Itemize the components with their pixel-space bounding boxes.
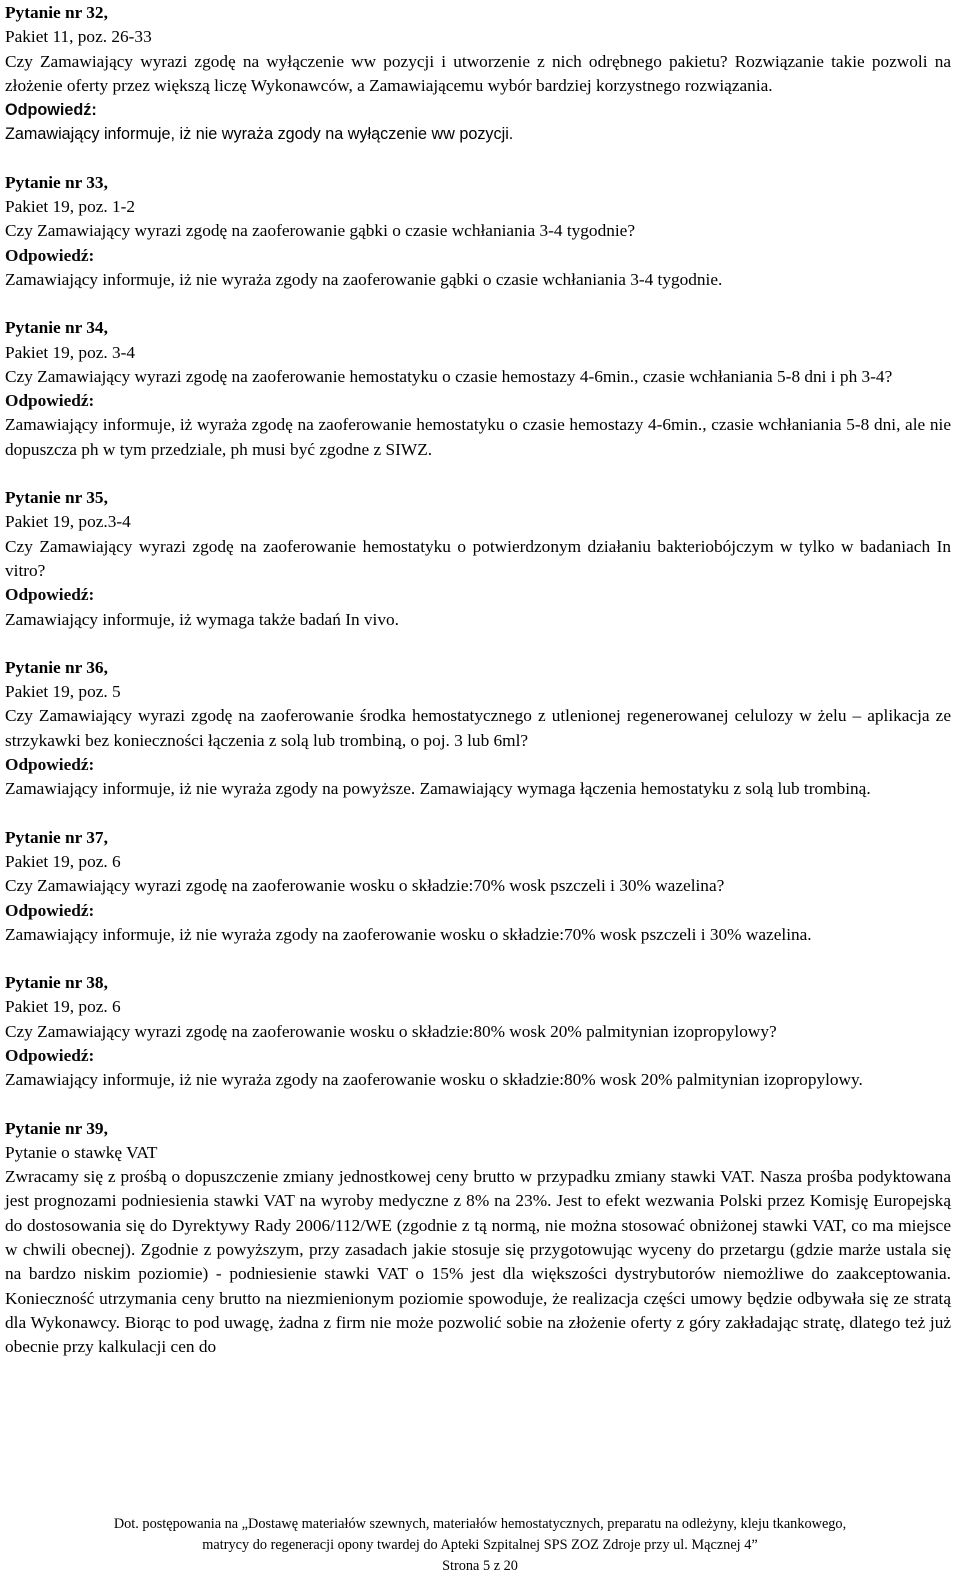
question-title: Pytanie nr 37, [5,827,108,847]
question-reference: Pakiet 19, poz. 3-4 [5,342,136,362]
answer-text: Zamawiający informuje, iż wyraża zgodę na zaoferowanie hemostatyku o czasie hemostazy 4-6min., czasie wchłaniania 5-8 dni, ale nie dopuszcza ph w tym przedziale, ph musi być zgodne z SIWZ. [5,415,951,459]
question-35 [5,486,951,632]
answer-text: Zamawiający informuje, iż nie wyraża zgody na zaoferowanie gąbki o czasie wchłaniania 3-4 tygodnie. [5,269,723,289]
answer-text: Zamawiający informuje, iż nie wyraża zgody na zaoferowanie wosku o składzie:80% wosk 20% palmitynian izopropylowy. [5,1070,863,1090]
question-title: Pytanie nr 32, [5,3,108,22]
page-footer [0,1514,960,1577]
answer-text: Zamawiający informuje, iż nie wyraża zgody na wyłączenie ww pozycji. [5,125,514,144]
question-37 [5,826,951,947]
question-reference: Pakiet 19, poz. 1-2 [5,197,136,217]
answer-label: Odpowiedź: [5,755,95,775]
question-title: Pytanie nr 35, [5,488,108,508]
question-subtitle: Pytanie o stawkę VAT [5,1142,158,1162]
question-text: Czy Zamawiający wyrazi zgodę na wyłączenie ww pozycji i utworzenie z nich odrębnego pakietu? Rozwiązanie takie pozwoli na złożenie oferty przez większą liczę Wykonawców, a Zamawiającemu wybór bardziej korzystnego rozwiązania. [5,51,951,95]
question-reference: Pakiet 11, poz. 26-33 [5,27,152,47]
question-text: Czy Zamawiający wyrazi zgodę na zaoferowanie wosku o składzie:70% wosk pszczeli i 30% wazelina? [5,876,725,896]
answer-label: Odpowiedź: [5,585,95,605]
question-34 [5,316,951,462]
question-39 [5,1117,951,1360]
document-body [5,1,951,1384]
question-title: Pytanie nr 38, [5,973,108,993]
question-32 [5,1,951,147]
question-text: Czy Zamawiający wyrazi zgodę na zaoferowanie gąbki o czasie wchłaniania 3-4 tygodnie? [5,221,635,241]
question-title: Pytanie nr 39, [5,1118,108,1138]
page-number: Strona 5 z 20 [442,1558,518,1574]
question-title: Pytanie nr 36, [5,657,108,677]
question-reference: Pakiet 19, poz. 6 [5,851,121,871]
answer-label: Odpowiedź: [5,245,95,265]
question-text: Czy Zamawiający wyrazi zgodę na zaoferowanie wosku o składzie:80% wosk 20% palmitynian izopropylowy? [5,1021,777,1041]
footer-line-2: matrycy do regeneracji opony twardej do Apteki Szpitalnej SPS ZOZ Zdroje przy ul. Mącznej 4” [202,1537,758,1553]
answer-label: Odpowiedź: [5,101,97,120]
answer-label: Odpowiedź: [5,391,95,411]
question-38 [5,971,951,1092]
question-text: Czy Zamawiający wyrazi zgodę na zaoferowanie środka hemostatycznego z utlenionej regenerowanej celulozy w żelu – aplikacja ze strzykawki bez konieczności łączenia z solą lub trombiną, o poj. 3 lub 6ml? [5,706,951,750]
question-title: Pytanie nr 34, [5,318,108,338]
answer-text: Zamawiający informuje, iż wymaga także badań In vivo. [5,609,399,629]
question-36 [5,656,951,802]
question-reference: Pakiet 19, poz. 5 [5,682,121,702]
answer-label: Odpowiedź: [5,1045,95,1065]
answer-text: Zamawiający informuje, iż nie wyraża zgody na zaoferowanie wosku o składzie:70% wosk pszczeli i 30% wazelina. [5,924,812,944]
question-title: Pytanie nr 33, [5,172,108,192]
answer-text: Zamawiający informuje, iż nie wyraża zgody na powyższe. Zamawiający wymaga łączenia hemostatyku z solą lub trombiną. [5,779,871,799]
question-text: Czy Zamawiający wyrazi zgodę na zaoferowanie hemostatyku o czasie hemostazy 4-6min., czasie wchłaniania 5-8 dni i ph 3-4? [5,366,893,386]
answer-label: Odpowiedź: [5,900,95,920]
question-reference: Pakiet 19, poz. 6 [5,997,121,1017]
footer-line-1: Dot. postępowania na „Dostawę materiałów szewnych, materiałów hemostatycznych, preparatu na odleżyny, kleju tkankowego, [113,1516,847,1532]
question-reference: Pakiet 19, poz.3-4 [5,512,131,532]
question-33 [5,171,951,292]
question-text: Czy Zamawiający wyrazi zgodę na zaoferowanie hemostatyku o potwierdzonym działaniu bakteriobójczym w tylko w badaniach In vitro? [5,536,951,580]
question-text: Zwracamy się z prośbą o dopuszczenie zmiany jednostkowej ceny brutto w przypadku zmiany stawki VAT. Nasza prośba podyktowana jest prognozami podniesienia stawki VAT na wyroby medyczne z 8% na 23%. Jest to efekt wezwania Polski przez Komisję Europejską do dostosowania się do Dyrektywy Rady 2006/112/WE (zgodnie z tą normą, nie można stosować obniżonej stawki VAT, co ma miejsce w chwili obecnej). Zgodnie z powyższym, przy zasadach jakie stosuje się przygotowując wyceny do przetargu (gdzie marże ustala się na bardzo niskim poziomie) - podniesienie stawki VAT o 15% jest dla większości dystrybutorów niemożliwe do zaakceptowania. Konieczność utrzymania ceny brutto na niezmienionym poziomie spowoduje, że realizacja części umowy będzie odbywała się ze stratą dla Wykonawcy. Biorąc to pod uwagę, żadna z firm nie może pozwolić sobie na złożenie oferty z góry zakładając stratę, dlatego też już obecnie przy kalkulacji cen do [5,1167,951,1357]
